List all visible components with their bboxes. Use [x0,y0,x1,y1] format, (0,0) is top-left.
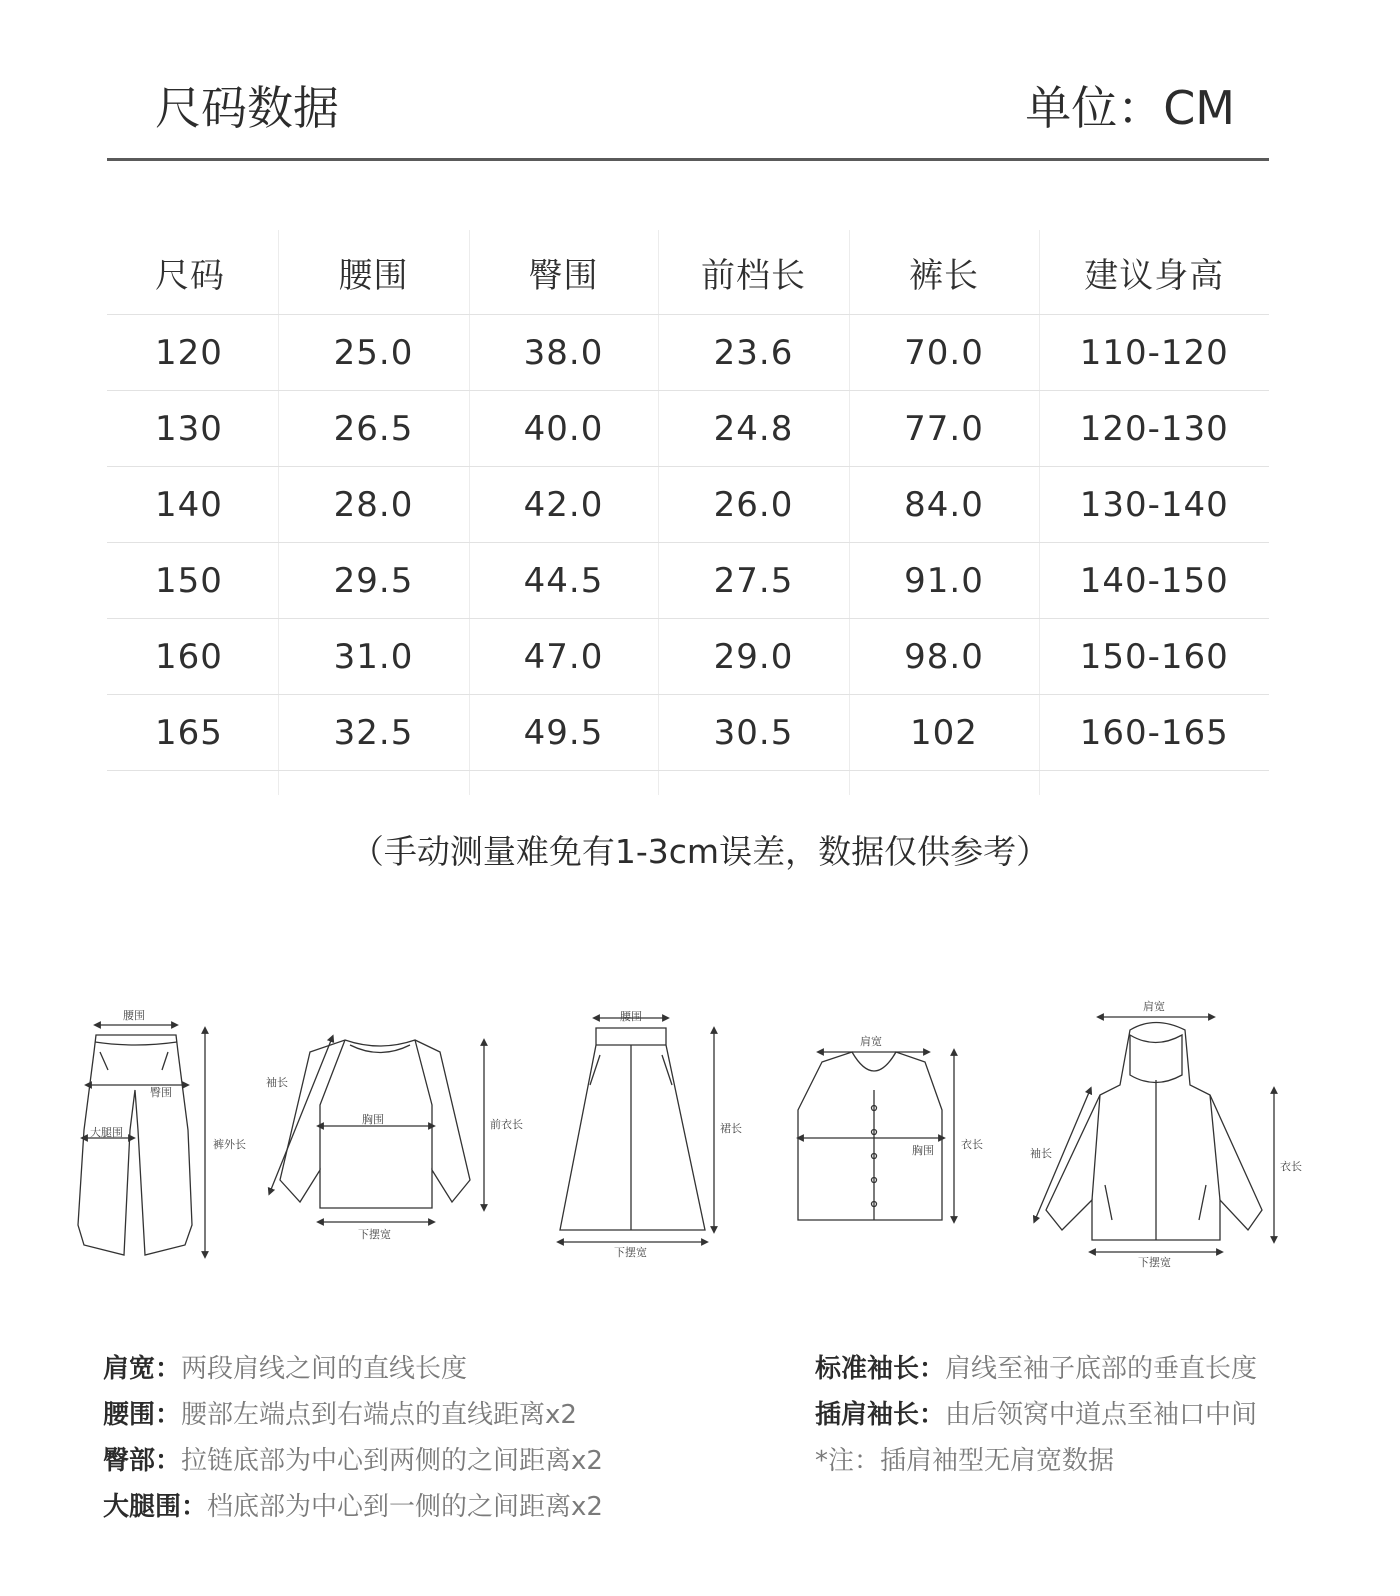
table-cell: 140-150 [1039,543,1269,619]
table-cell: 70.0 [849,315,1039,391]
definition-item [103,1346,603,1392]
table-cell: 42.0 [469,467,658,543]
table-cell: 28.0 [278,467,469,543]
definition-desc: 拉链底部为中心到两侧的之间距离x2 [181,1446,603,1476]
size-table [107,230,1269,795]
definition-term: 插肩袖长： [815,1400,946,1430]
table-cell: 130 [107,391,278,467]
definition-item [815,1392,1257,1438]
table-cell: 47.0 [469,619,658,695]
table-cell: 165 [107,695,278,771]
column-header: 尺码 [107,230,278,315]
table-filler-row [107,771,1269,796]
table-cell: 140 [107,467,278,543]
garment-diagrams [0,990,1400,1290]
pants-thigh-label: 大腿围 [90,1126,123,1139]
vest-length-label: 衣长 [961,1138,983,1151]
vest-diagram [798,1034,983,1220]
table-cell: 31.0 [278,619,469,695]
column-header: 腰围 [278,230,469,315]
table-cell: 29.0 [658,619,849,695]
table-cell: 120-130 [1039,391,1269,467]
definition-term: 标准袖长： [815,1354,946,1384]
table-cell: 40.0 [469,391,658,467]
table-cell: 77.0 [849,391,1039,467]
definition-desc: 档底部为中心到一侧的之间距离x2 [207,1492,603,1522]
definition-term: 臀部： [103,1446,182,1476]
definition-desc: 由后领窝中道点至袖口中间 [945,1400,1258,1430]
header-divider [107,158,1269,161]
table-header-row [107,230,1269,315]
definition-desc: 插肩袖型无肩宽数据 [880,1446,1115,1476]
jacket-length-label: 衣长 [1280,1160,1302,1173]
measurement-note: （手动测量难免有1-3cm误差，数据仅供参考） [350,832,1050,871]
table-row [107,467,1269,543]
table-cell: 27.5 [658,543,849,619]
table-row [107,543,1269,619]
table-cell: 26.0 [658,467,849,543]
table-cell: 26.5 [278,391,469,467]
skirt-diagram [560,1010,742,1259]
column-header: 前档长 [658,230,849,315]
table-cell: 98.0 [849,619,1039,695]
pants-outseam-label: 裤外长 [213,1138,246,1151]
jacket-hem-label: 下摆宽 [1138,1256,1171,1269]
column-header: 裤长 [849,230,1039,315]
table-row [107,315,1269,391]
table-cell: 29.5 [278,543,469,619]
column-header: 臀围 [469,230,658,315]
definition-term: 大腿围： [103,1492,208,1522]
table-cell: 44.5 [469,543,658,619]
definition-item [103,1438,603,1484]
table-cell: 110-120 [1039,315,1269,391]
jacket-sleeve-label: 袖长 [1030,1147,1052,1160]
definition-item [815,1438,1257,1484]
column-header: 建议身高 [1039,230,1269,315]
definition-term: 肩宽： [103,1354,182,1384]
table-cell: 84.0 [849,467,1039,543]
table-cell: 49.5 [469,695,658,771]
definition-term: *注： [815,1446,881,1476]
table-cell: 91.0 [849,543,1039,619]
table-cell: 38.0 [469,315,658,391]
page-title: 尺码数据 [155,81,339,135]
sweater-chest-label: 胸围 [362,1113,384,1126]
definitions-left [103,1346,603,1530]
table-cell: 24.8 [658,391,849,467]
table-row [107,391,1269,467]
table-cell: 160 [107,619,278,695]
definition-desc: 腰部左端点到右端点的直线距离x2 [181,1400,577,1430]
skirt-waist-label: 腰围 [620,1010,642,1023]
sweater-diagram [266,1038,523,1241]
pants-hip-label: 臀围 [150,1086,172,1099]
table-cell: 130-140 [1039,467,1269,543]
sweater-front-length-label: 前衣长 [490,1118,523,1131]
table-cell: 32.5 [278,695,469,771]
table-cell: 102 [849,695,1039,771]
definitions-right [815,1346,1257,1484]
definition-item [815,1346,1257,1392]
table-cell: 160-165 [1039,695,1269,771]
skirt-hem-label: 下摆宽 [614,1246,647,1259]
table-cell: 25.0 [278,315,469,391]
skirt-length-label: 裙长 [720,1122,742,1135]
definition-item [103,1484,603,1530]
table-row [107,619,1269,695]
definition-desc: 两段肩线之间的直线长度 [181,1354,468,1384]
table-cell: 150 [107,543,278,619]
table-cell: 23.6 [658,315,849,391]
unit-label: 单位：CM [1025,81,1235,135]
jacket-shoulder-label: 肩宽 [1143,1000,1165,1013]
sweater-sleeve-label: 袖长 [266,1076,288,1089]
table-row [107,695,1269,771]
sweater-hem-label: 下摆宽 [358,1228,391,1241]
vest-chest-label: 胸围 [912,1144,934,1157]
vest-shoulder-label: 肩宽 [860,1035,882,1048]
pants-waist-label: 腰围 [123,1009,145,1022]
definition-desc: 肩线至袖子底部的垂直长度 [945,1354,1258,1384]
jacket-diagram [1030,999,1302,1269]
table-cell: 150-160 [1039,619,1269,695]
table-cell: 30.5 [658,695,849,771]
definition-item [103,1392,603,1438]
table-cell: 120 [107,315,278,391]
definition-term: 腰围： [103,1400,182,1430]
pants-diagram [78,1009,246,1255]
